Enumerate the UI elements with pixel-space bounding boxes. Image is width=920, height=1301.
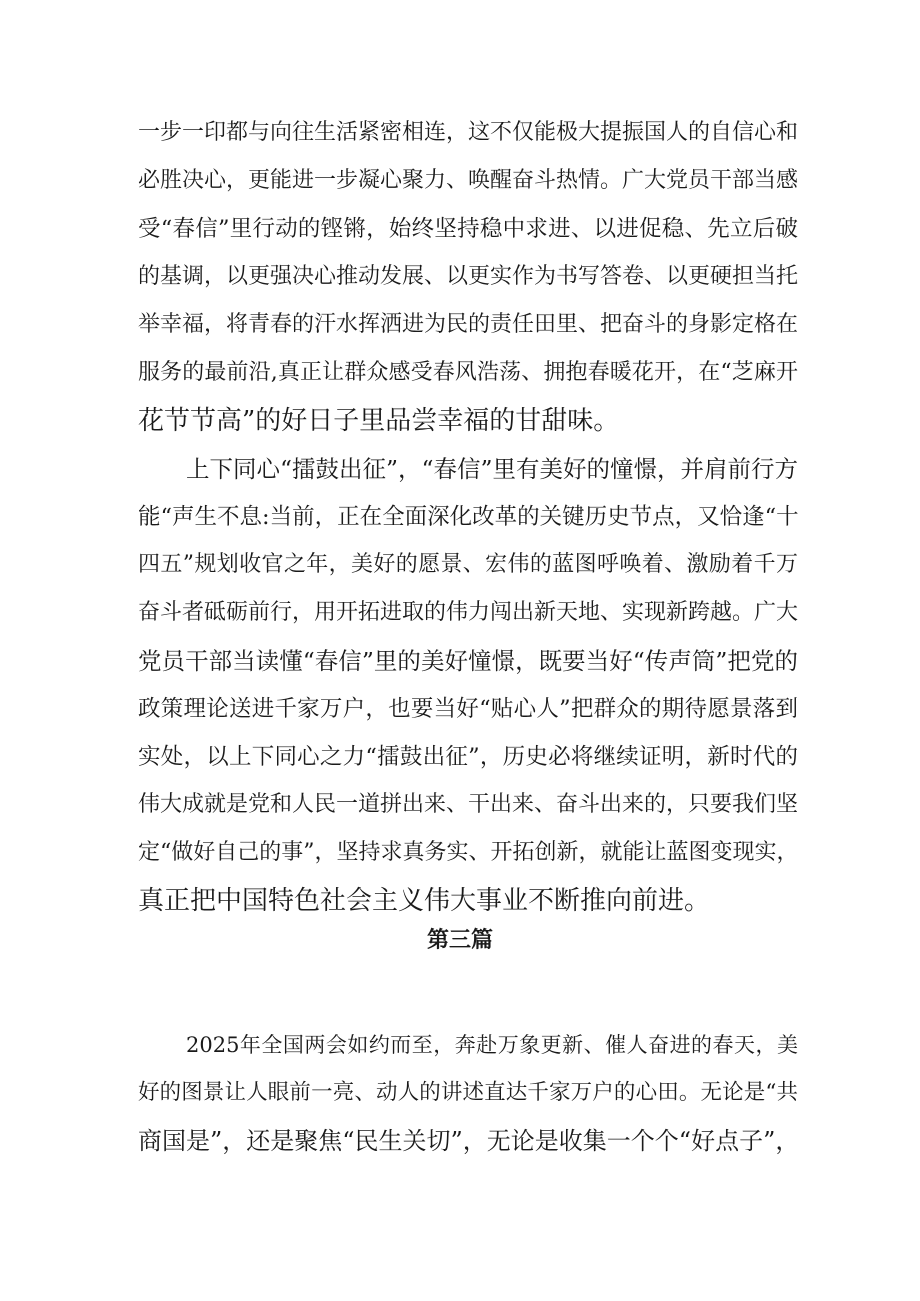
paragraph-line: 商国是”，还是聚焦“民生关切”，无论是收集一个个“好点子”， <box>138 1127 800 1155</box>
paragraph-line: 伟大成就是党和人民一道拼出来、干出来、奋斗出来的，只要我们坚 <box>138 792 799 817</box>
paragraph-line: 奋斗者砥砺前行，用开拓进取的伟力闯出新天地、实现新跨越。广大 <box>138 600 799 625</box>
paragraph-line: 举幸福，将青春的汗水挥洒进为民的责任田里、把奋斗的身影定格在 <box>138 312 799 337</box>
paragraph-line: 定“做好自己的事”，坚持求真务实、开拓创新，就能让蓝图变现实， <box>138 840 799 865</box>
paragraph-line: 真正把中国特色社会主义伟大事业不断推向前进。 <box>138 886 711 916</box>
paragraph-line: 服务的最前沿,真正让群众感受春风浩荡、拥抱春暖花开，在“芝麻开 <box>138 360 798 385</box>
paragraph-line: 能“声生不息:当前，正在全面深化改革的关键历史节点，又恰逢“十 <box>138 504 799 530</box>
paragraph-line: 一步一印都与向往生活紧密相连，这不仅能极大提振国人的自信心和 <box>138 120 799 145</box>
paragraph-line: 的基调，以更强决心推动发展、以更实作为书写答卷、以更硬担当托 <box>138 264 799 289</box>
section-heading: 第三篇 <box>426 928 493 953</box>
paragraph-line: 政策理论送进千家万户，也要当好“贴心人”把群众的期待愿景落到 <box>138 696 798 722</box>
paragraph-line: 上下同心“擂鼓出征”，“春信”里有美好的憧憬，并肩前行方 <box>186 455 799 483</box>
paragraph-line: 受“春信”里行动的铿锵，始终坚持稳中求进、以进促稳、先立后破 <box>138 216 798 242</box>
paragraph-line: 党员干部当读懂“春信”里的美好憧憬，既要当好“传声筒”把党的 <box>138 647 798 675</box>
paragraph-line: 好的图景让人眼前一亮、动人的讲述直达千家万户的心田。无论是“共 <box>138 1080 798 1105</box>
paragraph-line: 实处，以上下同心之力“擂鼓出征”，历史必将继续证明，新时代的 <box>138 744 798 770</box>
paragraph-line: 四五”规划收官之年，美好的愿景、宏伟的蓝图呼唤着、激励着千万 <box>138 552 798 577</box>
paragraph-line: 必胜决心，更能进一步凝心聚力、唤醒奋斗热情。广大党员干部当感 <box>138 168 799 193</box>
paragraph-line: 花节节高”的好日子里品尝幸福的甘甜味。 <box>138 406 620 436</box>
paragraph-line: 2025年全国两会如约而至，奔赴万象更新、催人奋进的春天，美 <box>186 1033 798 1057</box>
